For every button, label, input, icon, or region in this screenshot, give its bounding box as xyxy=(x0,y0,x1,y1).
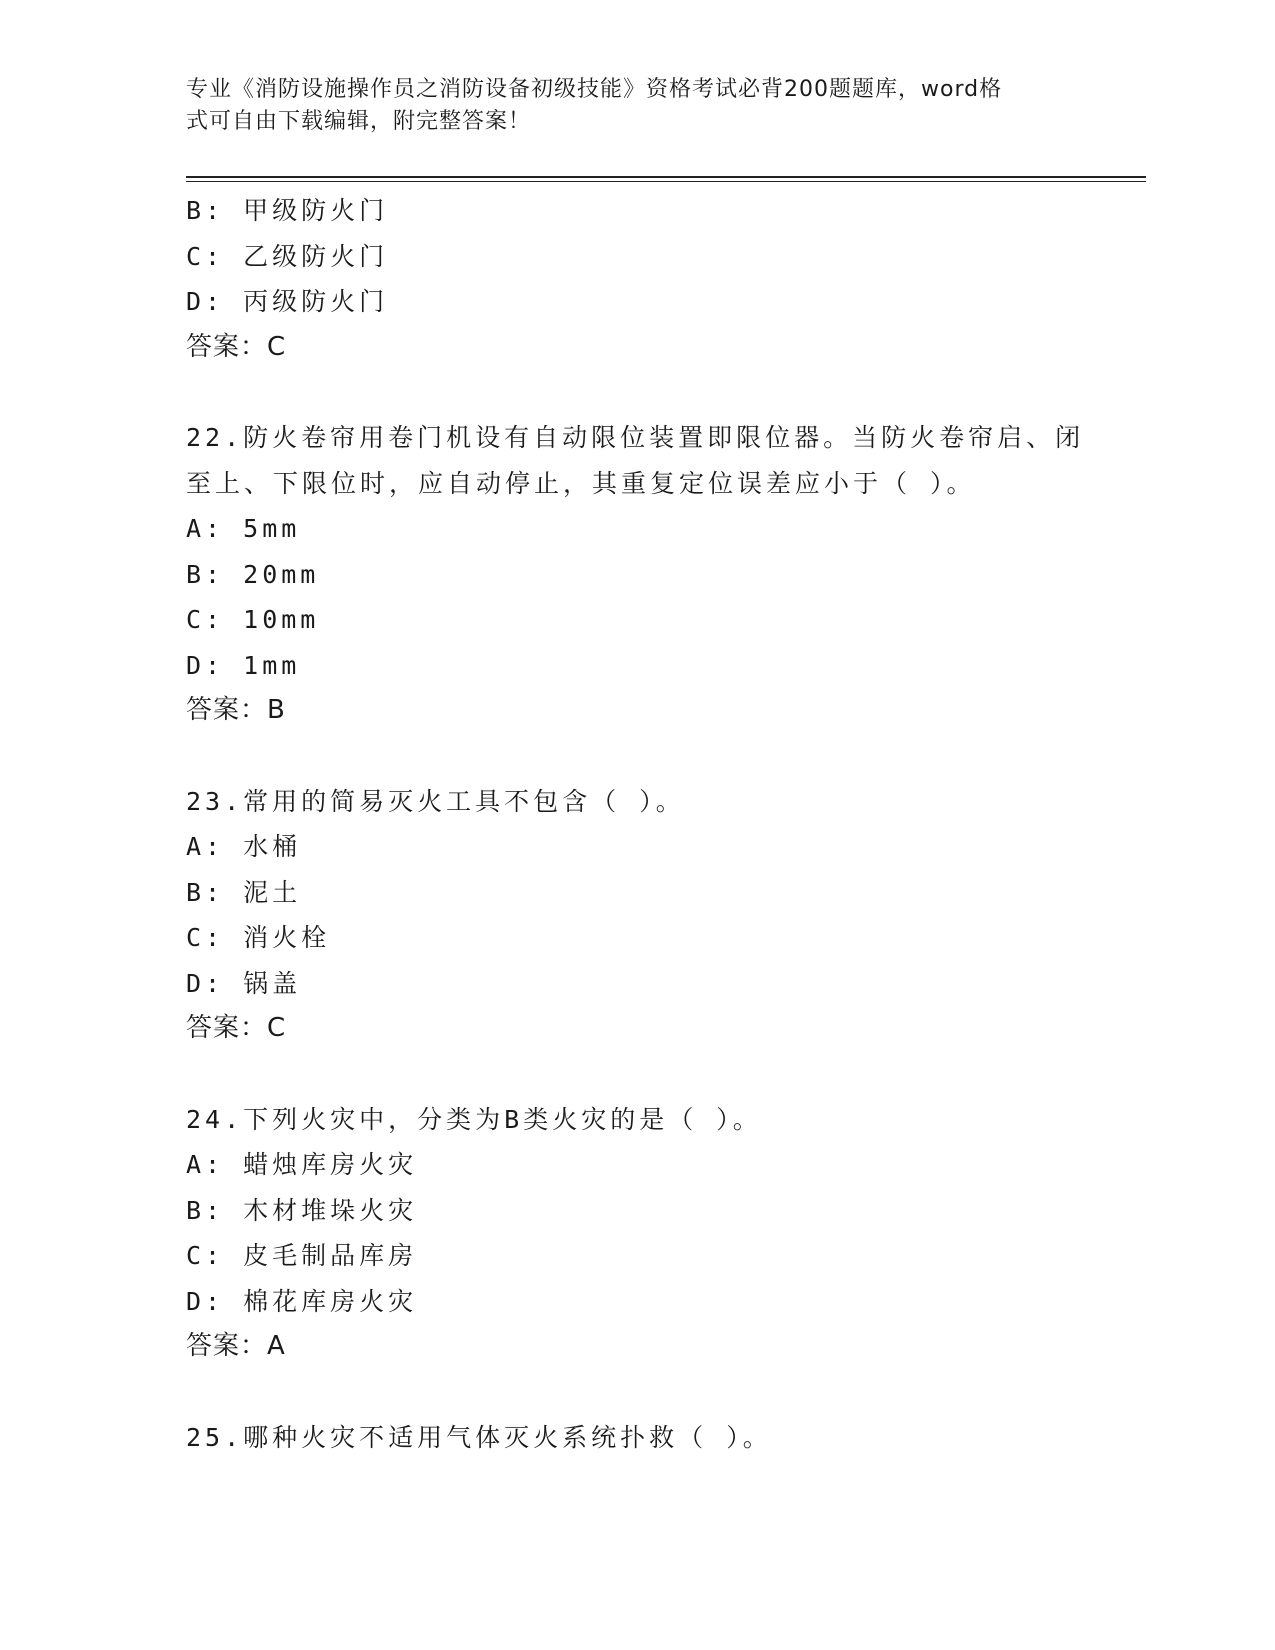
question-text: 23.常用的简易灭火工具不包含（ ）。 xyxy=(186,786,685,816)
option-c: C: 皮毛制品库房 xyxy=(186,1241,418,1270)
option-b: B: 20mm xyxy=(186,559,320,589)
document-header xyxy=(186,74,1086,138)
option-d: D: 锅盖 xyxy=(186,968,302,998)
option-a: A: 蜡烛库房火灾 xyxy=(186,1150,418,1179)
header-divider-thin xyxy=(186,181,1146,182)
option-d: D: 棉花库房火灾 xyxy=(186,1286,418,1316)
option-c: C: 消火栓 xyxy=(186,923,331,952)
option-b: B: 泥土 xyxy=(186,877,302,907)
option-c: C: 10mm xyxy=(186,605,320,634)
answer: 答案：A xyxy=(186,1331,286,1361)
question-24 xyxy=(186,1097,1086,1370)
header-line-1: 专业《消防设施操作员之消防设备初级技能》资格考试必背200题题库，word格 xyxy=(186,77,1003,102)
question-text: 25.哪种火灾不适用气体灭火系统扑救（ ）。 xyxy=(186,1422,772,1452)
answer: 答案：C xyxy=(186,1013,287,1043)
option-c: C: 乙级防火门 xyxy=(186,241,389,271)
question-23 xyxy=(186,779,1086,1052)
option-d: D: 丙级防火门 xyxy=(186,287,389,316)
question-22 xyxy=(186,415,1086,734)
question-list xyxy=(186,188,1086,1460)
option-d: D: 1mm xyxy=(186,650,301,680)
question-25 xyxy=(186,1415,1086,1461)
option-a: A: 水桶 xyxy=(186,832,302,861)
question-text-line-1: 22.防火卷帘用卷门机设有自动限位装置即限位器。当防火卷帘启、闭 xyxy=(186,423,1085,452)
option-b: B: 木材堆垛火灾 xyxy=(186,1195,418,1225)
question-21 xyxy=(186,188,1086,370)
question-text-line-2: 至上、下限位时，应自动停止，其重复定位误差应小于（ ）。 xyxy=(186,468,976,498)
option-a: A: 5mm xyxy=(186,514,301,543)
option-b: B: 甲级防火门 xyxy=(186,196,389,225)
header-line-2: 式可自由下载编辑，附完整答案！ xyxy=(186,109,532,134)
answer: 答案：B xyxy=(186,695,286,725)
header-divider-thick xyxy=(186,176,1146,178)
answer: 答案：C xyxy=(186,331,287,362)
question-text: 24.下列火灾中，分类为B类火灾的是（ ）。 xyxy=(186,1104,762,1134)
